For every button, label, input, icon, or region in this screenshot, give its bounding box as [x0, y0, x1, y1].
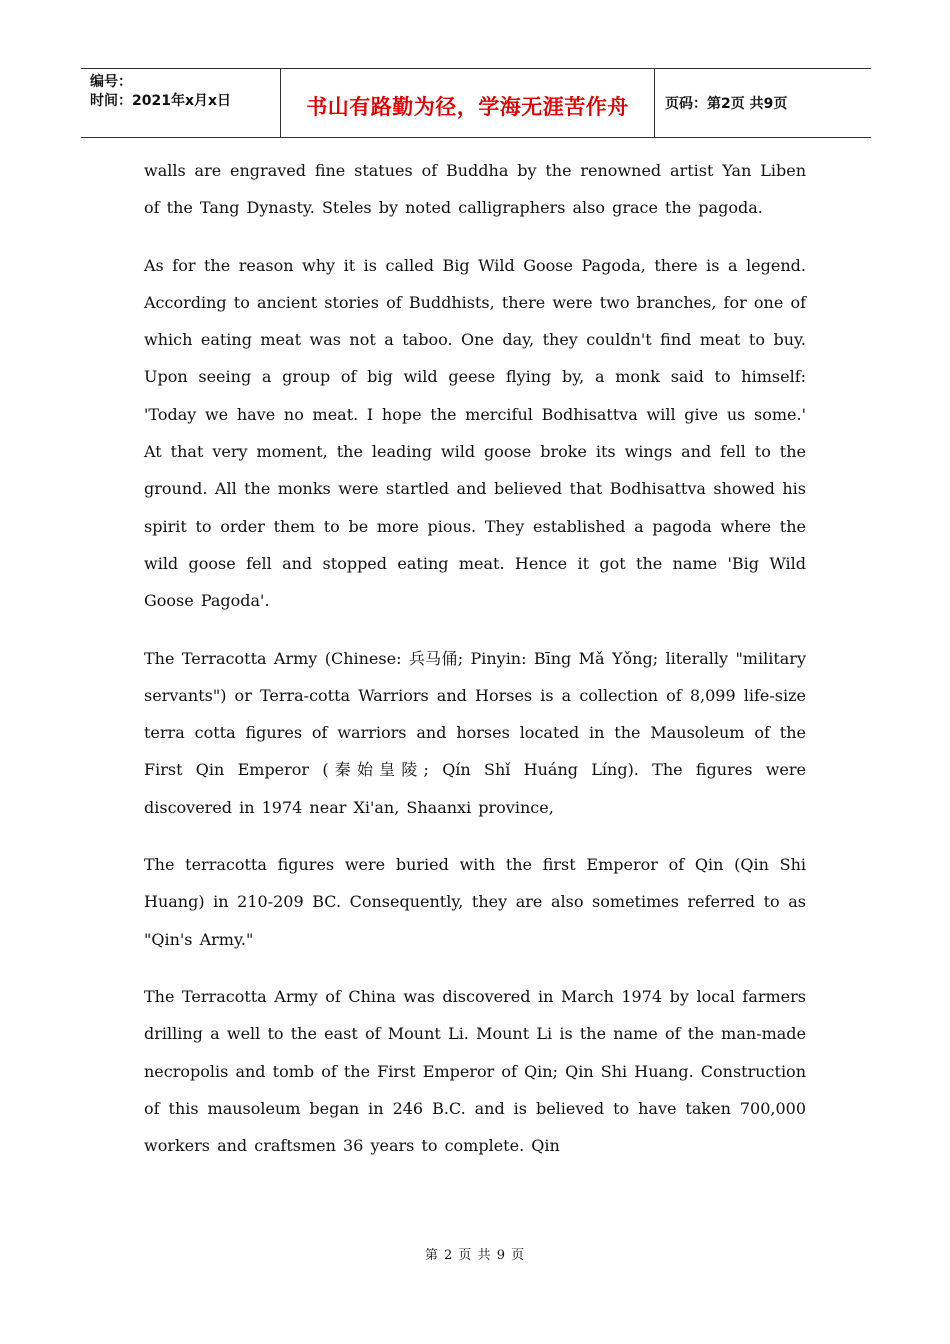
- page-header: [81, 68, 871, 138]
- document-number-label: 编号：: [90, 74, 132, 90]
- header-motto-cell: [281, 69, 655, 137]
- paragraph: The Terracotta Army (Chinese: 兵马俑; Pinyin: Bīng Mǎ Yǒng; literally "military servants") or Terra-cotta Warriors and Horses is a collection of 8,099 life-size terra cotta figures of warriors and horses located in the Mausoleum of the First Qin Emperor (秦始皇陵; Qín Shǐ Huáng Líng). The figures were discovered in 1974 near Xi'an, Shaanxi province,: [144, 648, 806, 817]
- header-meta: [81, 69, 281, 137]
- paragraph: walls are engraved fine statues of Buddha by the renowned artist Yan Liben of the Tang Dynasty. Steles by noted calligraphers also grace the pagoda.: [144, 161, 806, 218]
- header-page-info: 页码：第2页 共9页: [665, 96, 788, 112]
- document-time-label: 时间：2021年x月x日: [90, 93, 232, 109]
- paragraph: The terracotta figures were buried with the first Emperor of Qin (Qin Shi Huang) in 210-209 BC. Consequently, they are also sometimes referred to as "Qin's Army.": [144, 855, 806, 949]
- paragraph: The Terracotta Army of China was discovered in March 1974 by local farmers drilling a well to the east of Mount Li. Mount Li is the name of the man-made necropolis and tomb of the First Emperor of Qin; Qin Shi Huang. Construction of this mausoleum began in 246 B.C. and is believed to have taken 700,000 workers and craftsmen 36 years to complete. Qin: [144, 986, 806, 1156]
- paragraph: As for the reason why it is called Big Wild Goose Pagoda, there is a legend. According to ancient stories of Buddhists, there were two branches, for one of which eating meat was not a taboo. One day, they couldn't find meat to buy. Upon seeing a group of big wild geese flying by, a monk said to himself: 'Today we have no meat. I hope the merciful Bodhisattva will give us some.' At that very moment, the leading wild goose broke its wings and fell to the ground. All the monks were startled and believed that Bodhisattva showed his spirit to order them to be more pious. They established a pagoda where the wild goose fell and stopped eating meat. Hence it got the name 'Big Wild Goose Pagoda'.: [144, 255, 806, 611]
- page-footer: 第 2 页 共 9 页: [424, 1248, 526, 1263]
- header-motto: 书山有路勤为径，学海无涯苦作舟: [306, 95, 629, 119]
- document-body: [144, 152, 806, 1184]
